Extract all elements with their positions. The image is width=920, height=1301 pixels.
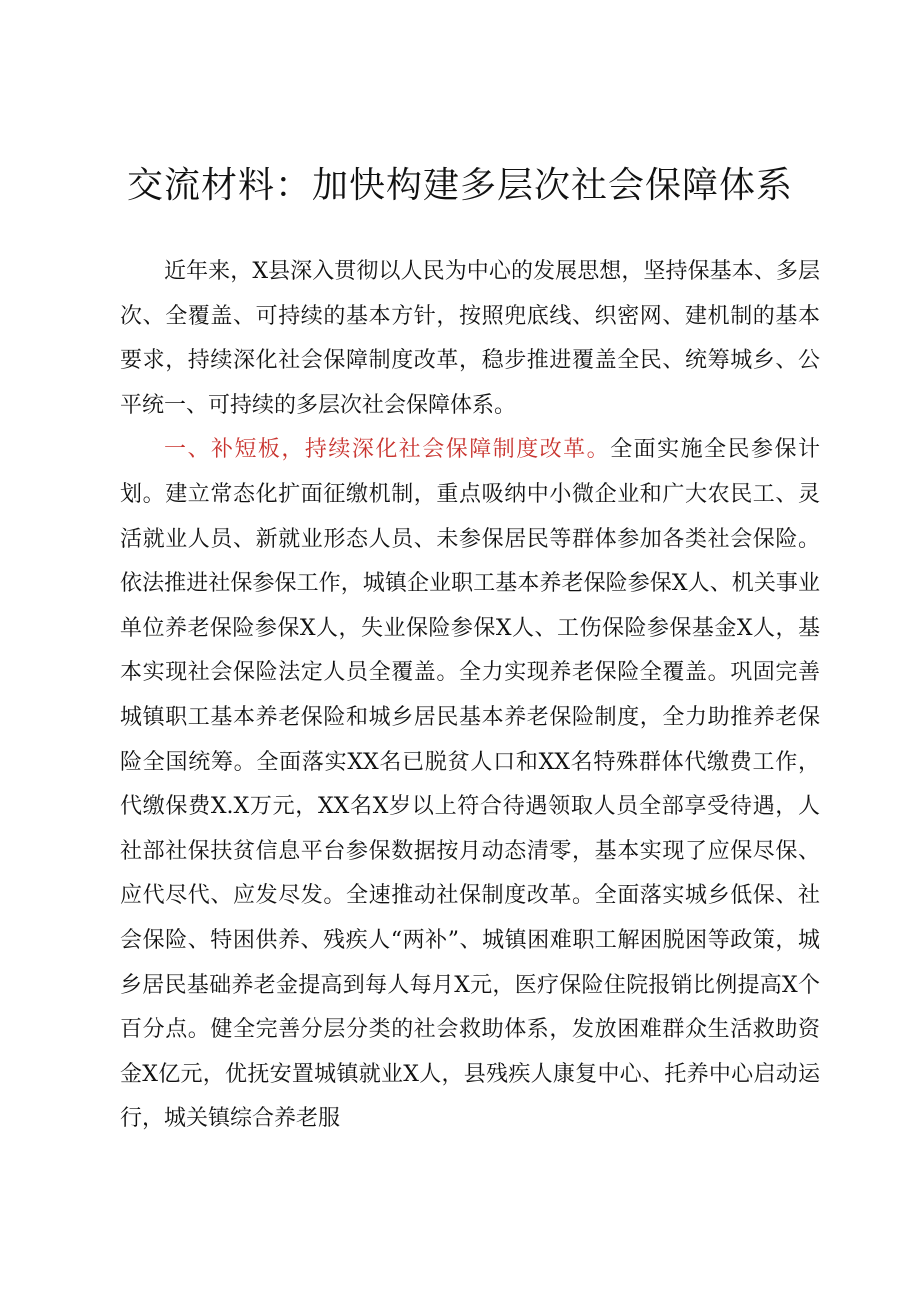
section1-body: 全面实施全民参保计划。建立常态化扩面征缴机制，重点吸纳中小微企业和广大农民工、灵活就业人员、新就业形态人员、未参保居民等群体参加各类社会保险。依法推进社保参保工作，城镇企业职工基本养老保险参保X人、机关事业单位养老保险参保X人，失业保险参保X人、工伤保险参保基金X人，基本实现社会保险法定人员全覆盖。全力实现养老保险全覆盖。巩固完善城镇职工基本养老保险和城乡居民基本养老保险制度，全力助推养老保险全国统筹。全面落实XX名已脱贫人口和XX名特殊群体代缴费工作，代缴保费X.X万元，XX名X岁以上符合待遇领取人员全部享受待遇，人社部社保扶贫信息平台参保数据按月动态清零，基本实现了应保尽保、应代尽代、应发尽发。全速推动社保制度改革。全面落实城乡低保、社会保险、特困供养、残疾人“两补”、城镇困难职工解困脱困等政策，城乡居民基础养老金提高到每人每月X元，医疗保险住院报销比例提高X个百分点。健全完善分层分类的社会救助体系，发放困难群众生活救助资金X亿元，优抚安置城镇就业X人，县残疾人康复中心、托养中心启动运行，城关镇综合养老服 bbox=[120, 437, 820, 1132]
intro-paragraph: 近年来，X县深入贯彻以人民为中心的发展思想，坚持保基本、多层次、全覆盖、可持续的基本方针，按照兜底线、织密网、建机制的基本要求，持续深化社会保障制度改革，稳步推进覆盖全民、统筹城乡、公平统一、可持续的多层次社会保障体系。 bbox=[120, 259, 820, 418]
document-body bbox=[120, 250, 820, 1142]
document-title: 交流材料：加快构建多层次社会保障体系 bbox=[126, 165, 793, 206]
section1-paragraph bbox=[120, 428, 820, 1142]
section1-heading: 一、补短板，持续深化社会保障制度改革。 bbox=[164, 437, 611, 463]
